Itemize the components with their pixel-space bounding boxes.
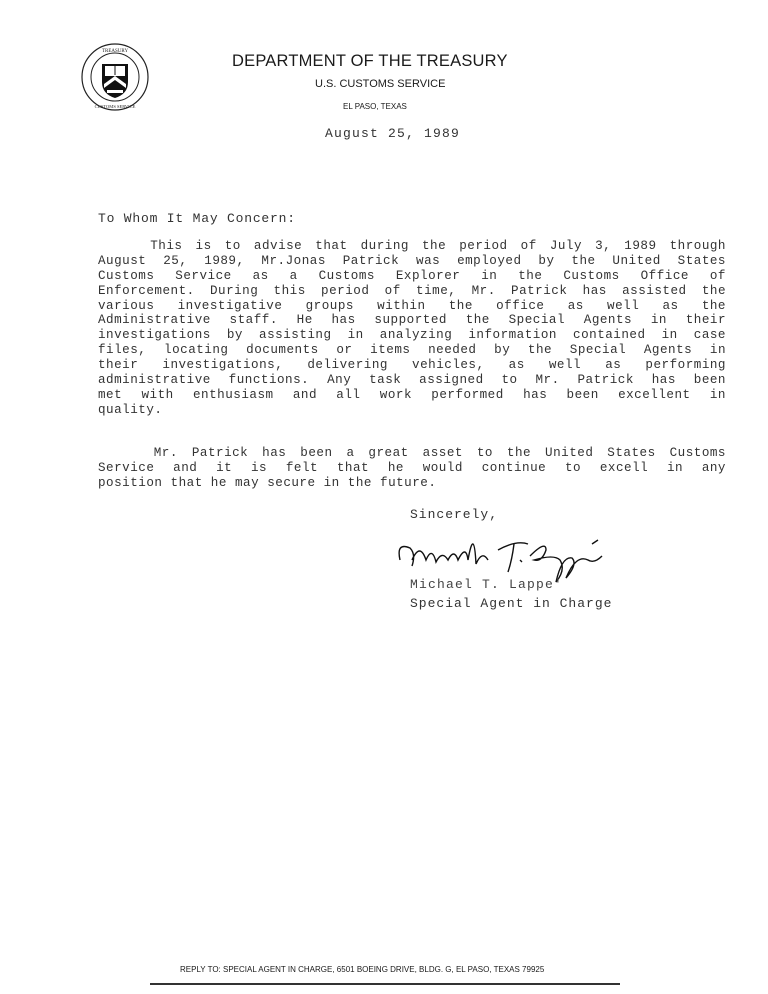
department-heading: DEPARTMENT OF THE TREASURY xyxy=(232,52,508,70)
letter-date: August 25, 1989 xyxy=(325,126,461,141)
treasury-seal-logo xyxy=(80,42,150,112)
text-line: files, locating documents or items needed by the Special Agents in xyxy=(98,343,726,358)
text-line: administrative functions. Any task assigned to Mr. Patrick has been xyxy=(98,373,726,388)
closing: Sincerely, xyxy=(410,507,499,522)
service-heading: U.S. CUSTOMS SERVICE xyxy=(315,78,446,90)
text-line: various investigative groups within the office as well as the xyxy=(98,298,726,313)
signer-title: Special Agent in Charge xyxy=(410,596,613,611)
text-line: Service and it is felt that he would continue to excell in any xyxy=(98,460,726,475)
text-line: met with enthusiasm and all work performed has been excellent in xyxy=(98,387,726,402)
text-line: Mr. Patrick has been a great asset to the United States Customs xyxy=(98,446,726,460)
text-line: their investigations, delivering vehicles, as well as performing xyxy=(98,358,726,373)
svg-text:TREASURY: TREASURY xyxy=(101,49,129,54)
body-paragraph-2 xyxy=(98,446,726,491)
text-line: position that he may secure in the future. xyxy=(98,475,437,490)
text-line: This is to advise that during the period of July 3, 1989 through xyxy=(98,239,726,253)
svg-text:CUSTOMS SERVICE: CUSTOMS SERVICE xyxy=(94,104,136,109)
text-line: Enforcement. During this period of time, Mr. Patrick has assisted the xyxy=(98,283,726,298)
salutation: To Whom It May Concern: xyxy=(98,211,296,226)
city-heading: EL PASO, TEXAS xyxy=(343,102,407,111)
signer-name: Michael T. Lappe' xyxy=(410,577,564,592)
text-line: Customs Service as a Customs Explorer in the Customs Office of xyxy=(98,268,726,283)
text-line: August 25, 1989, Mr.Jonas Patrick was employed by the United States xyxy=(98,253,726,268)
text-line: Administrative staff. He has supported the Special Agents in their xyxy=(98,313,726,328)
text-line: quality. xyxy=(98,402,163,417)
reply-to-footer: REPLY TO: SPECIAL AGENT IN CHARGE, 6501 BOEING DRIVE, BLDG. G, EL PASO, TEXAS 79925 xyxy=(180,965,545,974)
footer-rule xyxy=(150,983,620,985)
body-paragraph-1 xyxy=(98,239,726,418)
text-line: investigations by assisting in analyzing information contained in case xyxy=(98,328,726,343)
